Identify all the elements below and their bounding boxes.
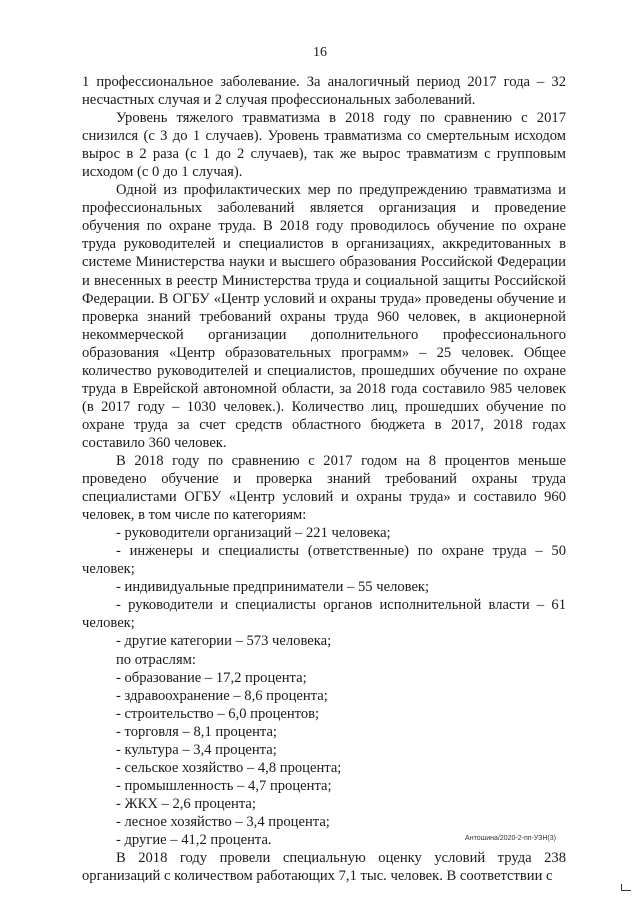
industry-item: - здравоохранение – 8,6 процента; [116,687,328,704]
industry-item: - культура – 3,4 процента; [116,741,277,758]
category-item: - другие категории – 573 человека; [116,633,332,650]
scan-edge-mark [621,884,631,891]
category-item: - руководители организаций – 221 человека; [116,525,391,542]
industry-item: - сельское хозяйство – 4,8 процента; [116,759,342,776]
industry-item: - ЖКХ – 2,6 процента; [116,795,256,812]
paragraph-training-comparison: В 2018 году по сравнению с 2017 годом на 8 процентов меньше проведено обучение и проверка знаний требований охраны труда специалистами ОГБУ «Центр условий и охраны труда» и составило 960 человек, в том числе по категориям: [82,452,566,524]
paragraph-injury-level: Уровень тяжелого травматизма в 2018 году по сравнению с 2017 снизился (с 3 до 1 случаев). Уровень травматизма со смертельным исходом вырос в 2 раза (с 1 до 2 случаев), так же вырос травматизм с групповым исходом (с 0 до 1 случая). [82,110,566,181]
industry-item: - лесное хозяйство – 3,4 процента; [116,813,330,830]
industry-item: - промышленность – 4,7 процента; [116,777,332,794]
paragraph-occupational-disease: 1 профессиональное заболевание. За аналогичный период 2017 года – 32 несчастных случая и 2 случая профессиональных заболеваний. [82,74,566,109]
industry-item: - другие – 41,2 процента. [116,831,272,848]
paragraph-special-assessment: В 2018 году провели специальную оценку условий труда 238 организаций с количеством работающих 7,1 тыс. человек. В соответствии с [82,850,566,885]
document-code: Антошина/2020-2-пп-УЗН(3) [465,835,556,842]
document-body [82,73,566,885]
category-item: - руководители и специалисты органов исполнительной власти – 61 человек; [82,597,566,632]
industries-heading: по отраслям: [116,651,196,668]
industry-item: - образование – 17,2 процента; [116,669,307,686]
industry-item: - строительство – 6,0 процентов; [116,705,320,722]
paragraph-training: Одной из профилактических мер по предупреждению травматизма и профессиональных заболеваний является организация и проведение обучения по охране труда. В 2018 году проводилось обучение по охране труда руководителей и специалистов в организациях, аккредитованных в системе Министерства науки и высшего образования Российской Федерации и внесенных в реестр Министерства труда и социальной защиты Российской Федерации. В ОГБУ «Центр условий и охраны труда» проведены обучение и проверка знаний требований охраны труда 960 человек, в акционерной некоммерческой организации дополнительного профессионального образования «Центр образовательных программ» – 25 человек. Общее количество руководителей и специалистов, прошедших обучение по охране труда в Еврейской автономной области, за 2018 года составило 985 человек (в 2017 году – 1030 человек.). Количество лиц, прошедших обучение по охране труда за счет средств областного бюджета в 2017, 2018 годах составило 360 человек. [82,182,566,451]
category-item: - инженеры и специалисты (ответственные) по охране труда – 50 человек; [82,543,566,578]
page-number: 16 [313,45,327,60]
industry-item: - торговля – 8,1 процента; [116,723,277,740]
category-item: - индивидуальные предприниматели – 55 человек; [116,579,430,596]
